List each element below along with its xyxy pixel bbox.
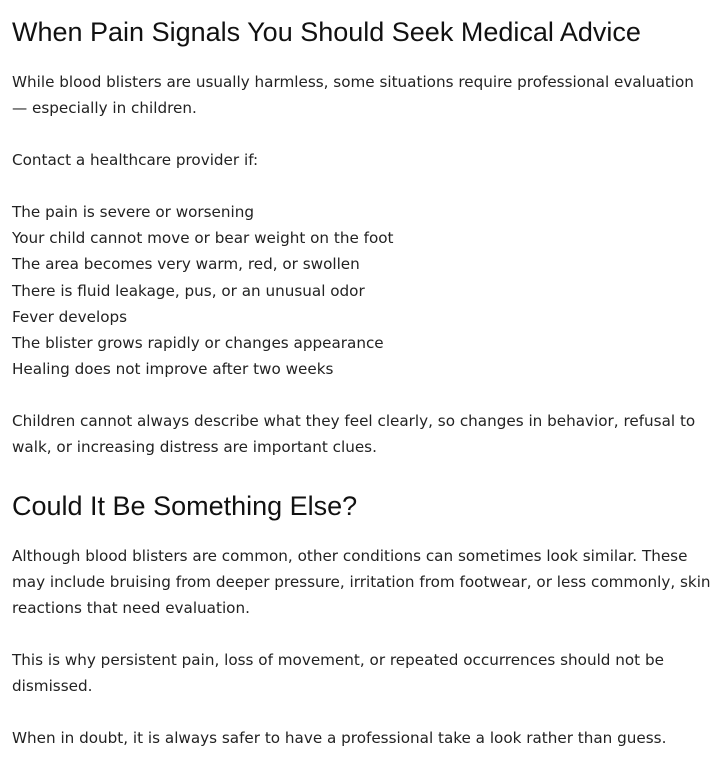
intro-paragraph: While blood blisters are usually harmless, some situations require professional evaluation — especially in children. bbox=[12, 73, 694, 117]
paragraph: Although blood blisters are common, other conditions can sometimes look similar. These may include bruising from deeper pressure, irritation from footwear, or less commonly, skin reactions that need evaluation. bbox=[12, 547, 711, 618]
paragraph: This is why persistent pain, loss of movement, or repeated occurrences should not be dismissed. bbox=[12, 651, 664, 696]
list-item: There is fluid leakage, pus, or an unusual odor bbox=[12, 281, 365, 300]
list-item: Your child cannot move or bear weight on the foot bbox=[12, 229, 394, 248]
list-item: Healing does not improve after two weeks bbox=[12, 360, 334, 379]
list-item: The blister grows rapidly or changes appearance bbox=[12, 334, 384, 353]
list-item: The pain is severe or worsening bbox=[12, 203, 255, 221]
children-note-paragraph: Children cannot always describe what they feel clearly, so changes in behavior, refusal to walk, or increasing distress are important clues. bbox=[12, 412, 696, 457]
list-item: The area becomes very warm, red, or swollen bbox=[12, 255, 360, 274]
warning-signs-list bbox=[12, 199, 712, 382]
section-heading-medical-advice: When Pain Signals You Should Seek Medical Advice bbox=[12, 17, 641, 47]
section-heading-something-else: Could It Be Something Else? bbox=[12, 491, 358, 522]
article-body bbox=[12, 0, 712, 751]
list-item: Fever develops bbox=[12, 307, 128, 326]
lead-paragraph: Contact a healthcare provider if: bbox=[12, 151, 259, 169]
paragraph: When in doubt, it is always safer to have a professional take a look rather than guess. bbox=[12, 729, 667, 748]
